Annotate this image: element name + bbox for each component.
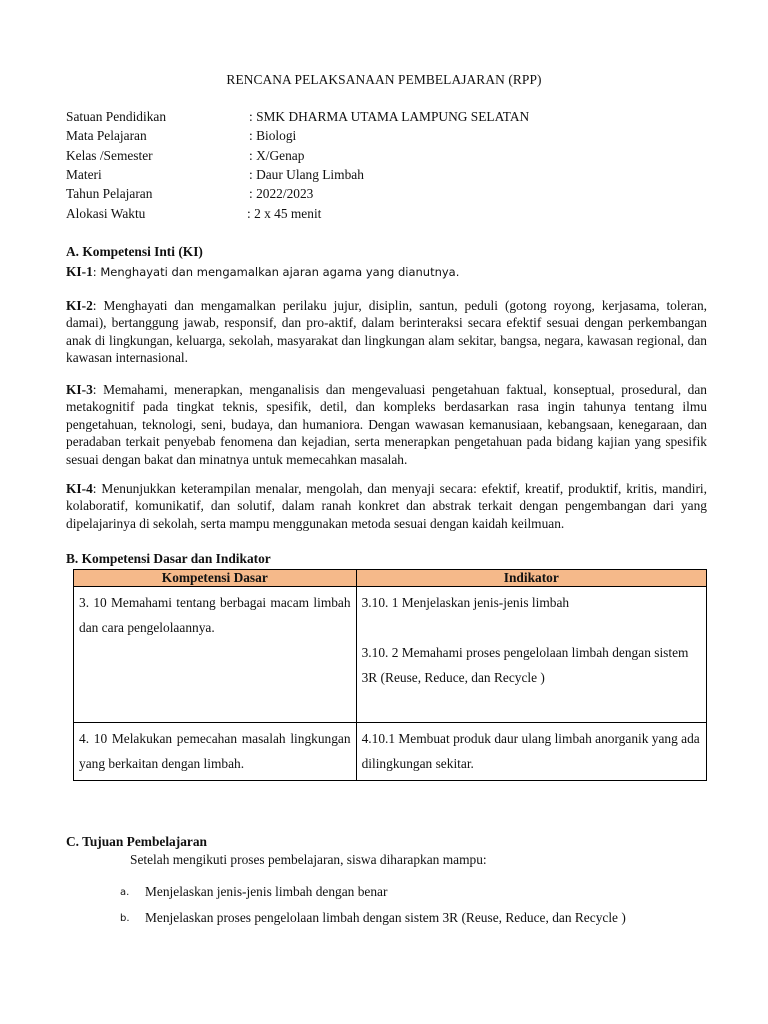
ki3-text: : Memahami, menerapkan, menganalisis dan mengevaluasi pengetahuan faktual, konseptual, prosedural, dan metakognitif pada tingkat teknis, spesifik, detil, dan kompleks berdasarkan rasa ingin tahunya tentang ilmu pengetahuan, teknologi, seni, budaya, dan humaniora. Dengan wawasan kemanusiaan, kebangsaan, kenegaraan, dan peradaban terkait penyebab fenomena dan kejadian, serta menerapkan pengetahuan pada bidang kajian yang spesifik sesuai dengan bakat dan minatnya untuk memecahkan masalah. xyxy=(66,382,707,467)
section-c-heading: C. Tujuan Pembelajaran xyxy=(66,834,207,849)
ki4-text: : Menunjukkan keterampilan menalar, mengolah, dan menyaji secara: efektif, kreatif, produktif, kritis, mandiri, kolaboratif, komunikatif, dan solutif, dalam ranah konkret dan abstrak terkait dengan pengembangan dari yang dipelajarinya di sekolah, serta mampu menggunakan metoda sesuai dengan kaidah keilmuan. xyxy=(66,481,707,531)
kd-cell: 4. 10 Melakukan pemecahan masalah lingkungan yang berkaitan dengan limbah. xyxy=(74,723,357,781)
tujuan-item: Menjelaskan proses pengelolaan limbah dengan sistem 3R (Reuse, Reduce, dan Recycle ) xyxy=(145,910,626,925)
identity-label-kelas: Kelas /Semester xyxy=(66,148,153,163)
ki1-label: KI-1 xyxy=(66,264,93,279)
ki2-label: KI-2 xyxy=(66,298,93,313)
indikator-cell: 4.10.1 Membuat produk daur ulang limbah anorganik yang ada dilingkungan sekitar. xyxy=(356,723,706,781)
identity-value-mapel: : Biologi xyxy=(249,128,297,143)
identity-label-tahun: Tahun Pelajaran xyxy=(66,186,153,201)
identity-value-materi: : Daur Ulang Limbah xyxy=(249,167,364,182)
identity-label-mapel: Mata Pelajaran xyxy=(66,128,147,143)
indikator-item: 3.10. 1 Menjelaskan jenis-jenis limbah xyxy=(361,595,570,610)
section-b-heading: B. Kompetensi Dasar dan Indikator xyxy=(66,551,271,566)
identity-value-tahun: : 2022/2023 xyxy=(249,186,314,201)
indikator-cell xyxy=(356,587,706,723)
identity-label-materi: Materi xyxy=(66,167,102,182)
table-header-row xyxy=(74,570,707,587)
tujuan-item: Menjelaskan jenis-jenis limbah dengan benar xyxy=(145,884,388,899)
table-row xyxy=(74,587,707,723)
ki3-paragraph xyxy=(66,381,707,468)
ki2-paragraph xyxy=(66,297,707,367)
ki4-label: KI-4 xyxy=(66,481,93,496)
list-marker: b. xyxy=(120,913,130,924)
identity-label-satuan: Satuan Pendidikan xyxy=(66,109,167,124)
ki3-label: KI-3 xyxy=(66,382,93,397)
ki2-text: : Menghayati dan mengamalkan perilaku jujur, disiplin, santun, peduli (gotong royong, kerjasama, toleran, damai), bertanggung jawab, responsif, dan pro-aktif, dalam berinteraksi secara efektif sesuai dengan perkembangan anak di lingkungan, keluarga, sekolah, masyarakat dan lingkungan alam sekitar, bangsa, negara, kawasan regional, dan kawasan internasional. xyxy=(66,298,707,366)
identity-value-kelas: : X/Genap xyxy=(249,148,305,163)
identity-value-alokasi: : 2 x 45 menit xyxy=(247,206,322,221)
indikator-item: 3.10. 2 Memahami proses pengelolaan limbah dengan sistem 3R (Reuse, Reduce, dan Recycle ) xyxy=(361,645,689,685)
ki4-paragraph xyxy=(66,480,707,532)
page-title: RENCANA PELAKSANAAN PEMBELAJARAN (RPP) xyxy=(226,72,542,87)
ki1-text: : Menghayati dan mengamalkan ajaran agama yang dianutnya. xyxy=(92,265,460,279)
col-header-indikator: Indikator xyxy=(356,570,706,587)
table-row xyxy=(74,723,707,781)
col-header-kompetensi-dasar: Kompetensi Dasar xyxy=(74,570,357,587)
kd-indikator-table xyxy=(73,569,707,781)
tujuan-intro: Setelah mengikuti proses pembelajaran, siswa diharapkan mampu: xyxy=(130,852,487,867)
section-a-heading: A. Kompetensi Inti (KI) xyxy=(66,244,203,259)
identity-value-satuan: : SMK DHARMA UTAMA LAMPUNG SELATAN xyxy=(249,109,530,124)
identity-label-alokasi: Alokasi Waktu xyxy=(66,206,146,221)
kd-cell: 3. 10 Memahami tentang berbagai macam limbah dan cara pengelolaannya. xyxy=(74,587,357,723)
ki1-paragraph xyxy=(66,263,707,281)
list-marker: a. xyxy=(120,887,130,898)
